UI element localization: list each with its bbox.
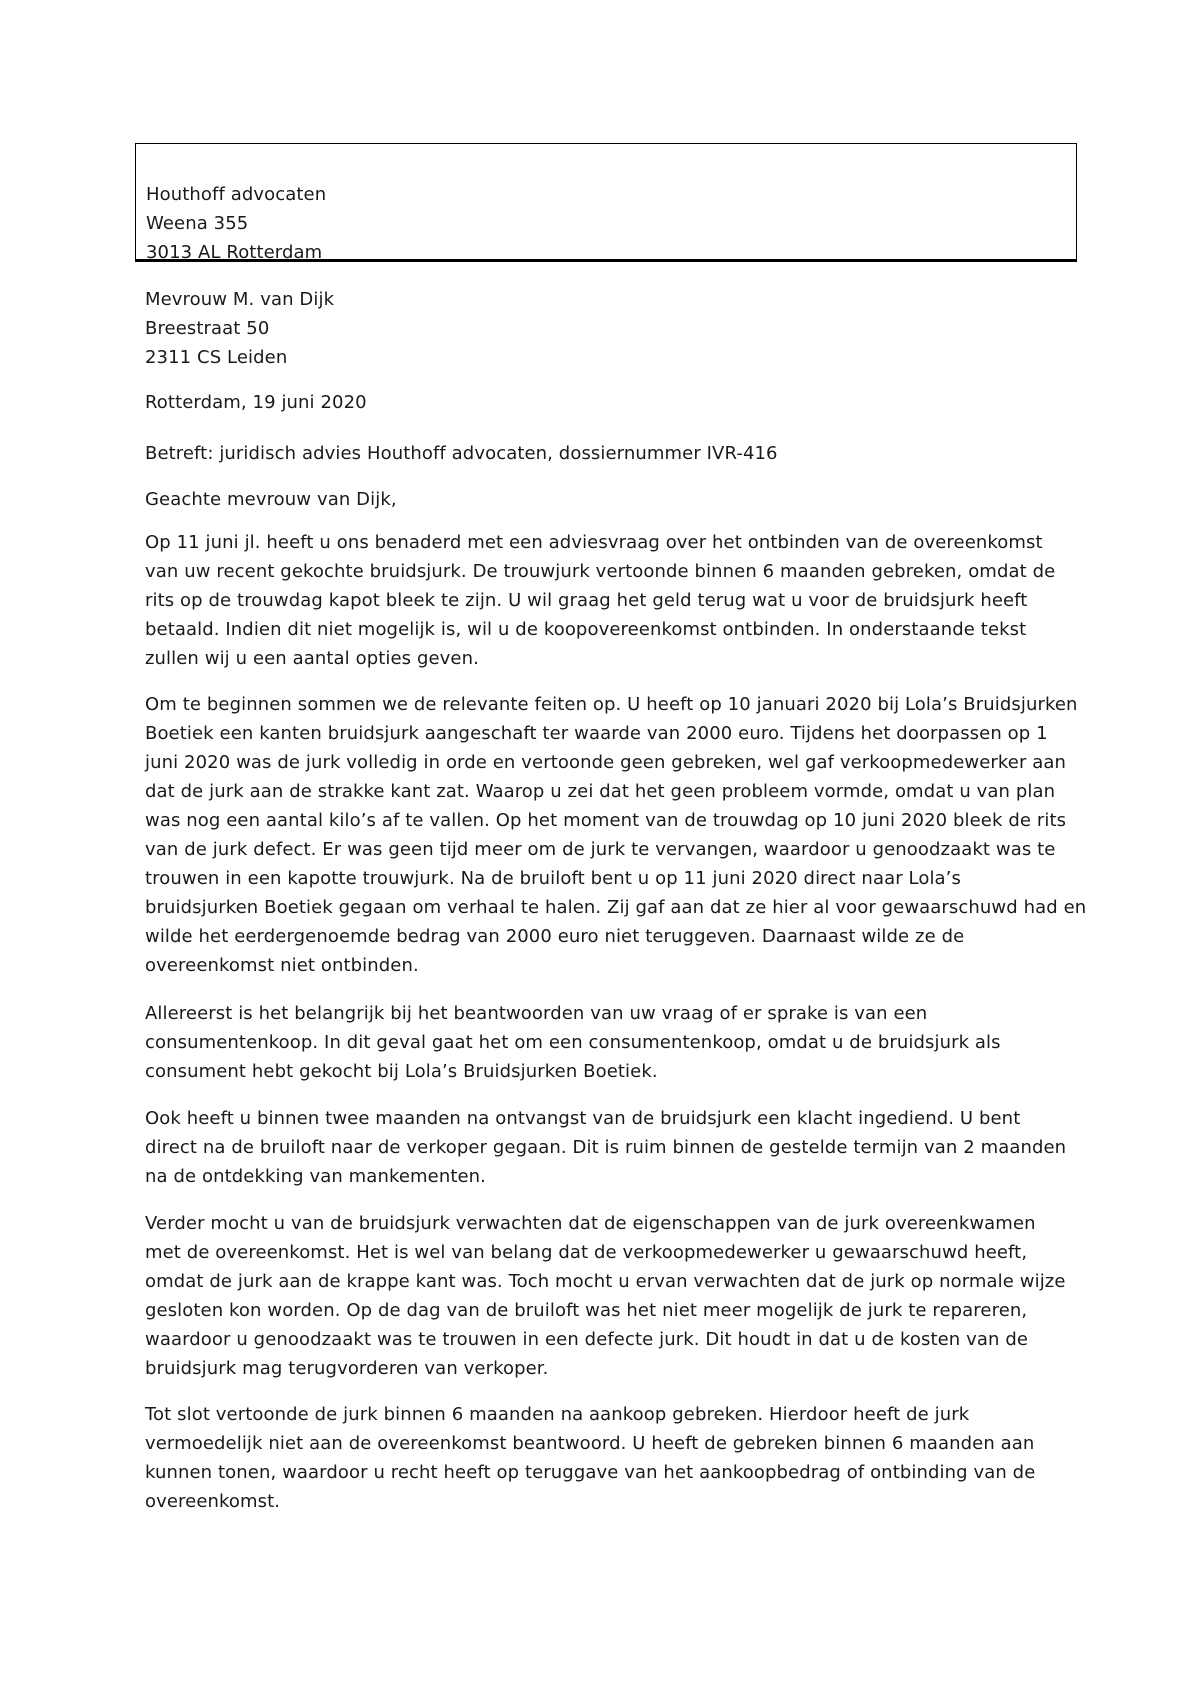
paragraph-conclusion (145, 1400, 1075, 1516)
paragraph-line: overeenkomst niet ontbinden. (145, 955, 419, 976)
paragraph-line: Verder mocht u van de bruidsjurk verwachten dat de eigenschappen van de jurk overeenkwamen (145, 1213, 1036, 1234)
letter-date: Rotterdam, 19 juni 2020 (145, 392, 367, 413)
paragraph-line: betaald. Indien dit niet mogelijk is, wil u de koopovereenkomst ontbinden. In onderstaande tekst (145, 619, 1027, 640)
paragraph-expectations (145, 1209, 1075, 1383)
paragraph-line: Ook heeft u binnen twee maanden na ontvangst van de bruidsjurk een klacht ingediend. U bent (145, 1108, 1021, 1129)
paragraph-line: bruidsjurk mag terugvorderen van verkoper. (145, 1358, 549, 1379)
letter-subject: Betreft: juridisch advies Houthoff advocaten, dossiernummer IVR-416 (145, 443, 778, 464)
paragraph-line: waardoor u genoodzaakt was te trouwen in een defecte jurk. Dit houdt in dat u de kosten van de (145, 1329, 1029, 1350)
paragraph-line: vermoedelijk niet aan de overeenkomst beantwoord. U heeft de gebreken binnen 6 maanden aan (145, 1433, 1035, 1454)
paragraph-line: omdat de jurk aan de krappe kant was. Toch mocht u ervan verwachten dat de jurk op normale wijze (145, 1271, 1066, 1292)
paragraph-line: rits op de trouwdag kapot bleek te zijn. U wil graag het geld terug wat u voor de bruidsjurk heeft (145, 590, 1028, 611)
sender-city: 3013 AL Rotterdam (146, 242, 323, 263)
paragraph-line: bruidsjurken Boetiek gegaan om verhaal te halen. Zij gaf aan dat ze hier al voor gewaarschuwd had en (145, 897, 1087, 918)
paragraph-line: juni 2020 was de jurk volledig in orde en vertoonde geen gebreken, wel gaf verkoopmedewerker aan (145, 752, 1067, 773)
paragraph-line: met de overeenkomst. Het is wel van belang dat de verkoopmedewerker u gewaarschuwd heeft, (145, 1242, 1028, 1263)
paragraph-line: gesloten kon worden. Op de dag van de bruiloft was het niet meer mogelijk de jurk te repareren, (145, 1300, 1028, 1321)
sender-address (146, 180, 326, 267)
paragraph-line: van uw recent gekochte bruidsjurk. De trouwjurk vertoonde binnen 6 maanden gebreken, omdat de (145, 561, 1056, 582)
sender-name: Houthoff advocaten (146, 184, 327, 205)
paragraph-facts (145, 690, 1087, 980)
paragraph-line: Om te beginnen sommen we de relevante feiten op. U heeft op 10 januari 2020 bij Lola’s Bruidsjurken (145, 694, 1078, 715)
recipient-street: Breestraat 50 (145, 318, 270, 339)
paragraph-line: Tot slot vertoonde de jurk binnen 6 maanden na aankoop gebreken. Hierdoor heeft de jurk (145, 1404, 970, 1425)
paragraph-consumer-purchase (145, 999, 1075, 1086)
paragraph-line: van de jurk defect. Er was geen tijd meer om de jurk te vervangen, waardoor u genoodzaakt was te (145, 839, 1056, 860)
paragraph-line: wilde het eerdergenoemde bedrag van 2000 euro niet teruggeven. Daarnaast wilde ze de (145, 926, 965, 947)
paragraph-line: trouwen in een kapotte trouwjurk. Na de bruiloft bent u op 11 juni 2020 direct naar Lola’s (145, 868, 961, 889)
paragraph-introduction (145, 528, 1075, 673)
letter-salutation: Geachte mevrouw van Dijk, (145, 489, 397, 510)
recipient-name: Mevrouw M. van Dijk (145, 289, 335, 310)
paragraph-line: consumentenkoop. In dit geval gaat het om een consumentenkoop, omdat u de bruidsjurk als (145, 1032, 1001, 1053)
paragraph-line: zullen wij u een aantal opties geven. (145, 648, 479, 669)
paragraph-line: dat de jurk aan de strakke kant zat. Waarop u zei dat het geen probleem vormde, omdat u van plan (145, 781, 1056, 802)
paragraph-line: direct na de bruiloft naar de verkoper gegaan. Dit is ruim binnen de gestelde termijn van 2 maanden (145, 1137, 1067, 1158)
paragraph-line: Op 11 juni jl. heeft u ons benaderd met een adviesvraag over het ontbinden van de overeenkomst (145, 532, 1043, 553)
paragraph-line: na de ontdekking van mankementen. (145, 1166, 486, 1187)
sender-street: Weena 355 (146, 213, 249, 234)
paragraph-line: consument hebt gekocht bij Lola’s Bruidsjurken Boetiek. (145, 1061, 658, 1082)
paragraph-line: was nog een aantal kilo’s af te vallen. Op het moment van de trouwdag op 10 juni 2020 bleek de rits (145, 810, 1067, 831)
paragraph-complaint (145, 1104, 1075, 1191)
paragraph-line: kunnen tonen, waardoor u recht heeft op teruggave van het aankoopbedrag of ontbinding van de (145, 1462, 1036, 1483)
sender-address-box (135, 143, 1077, 262)
paragraph-line: Allereerst is het belangrijk bij het beantwoorden van uw vraag of er sprake is van een (145, 1003, 928, 1024)
recipient-city: 2311 CS Leiden (145, 347, 288, 368)
recipient-address (145, 285, 1075, 372)
paragraph-line: Boetiek een kanten bruidsjurk aangeschaft ter waarde van 2000 euro. Tijdens het doorpassen op 1 (145, 723, 1048, 744)
paragraph-line: overeenkomst. (145, 1491, 281, 1512)
